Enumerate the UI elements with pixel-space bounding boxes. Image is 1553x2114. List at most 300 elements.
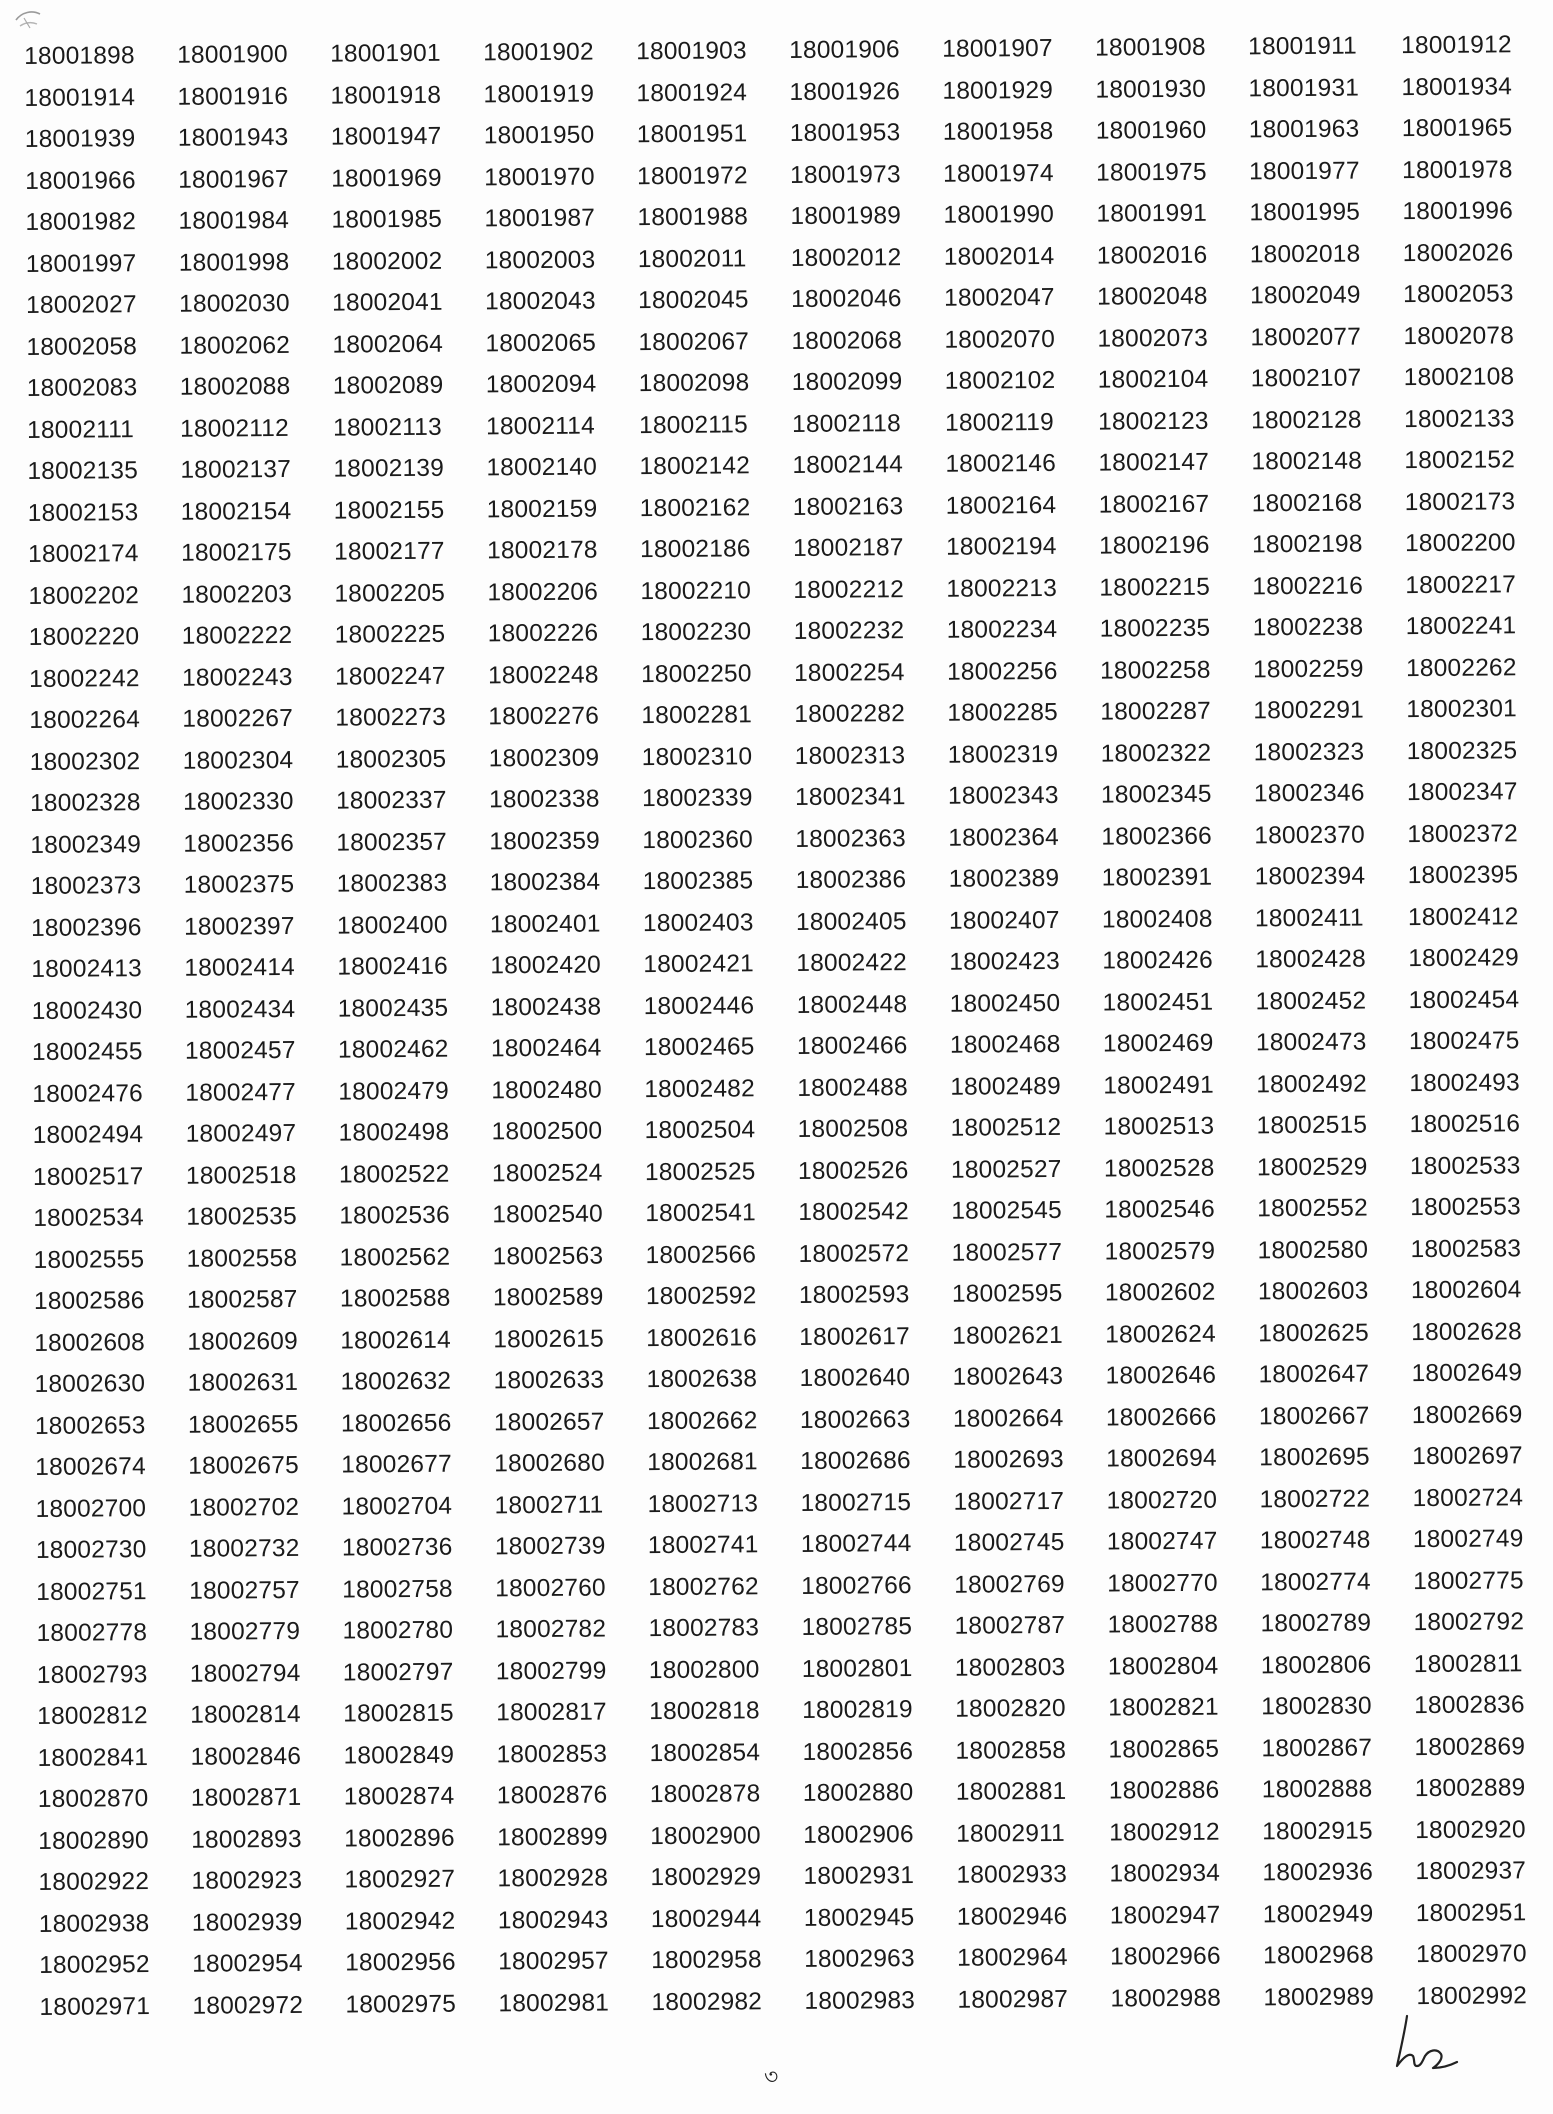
- roll-number-cell: 18002646: [1105, 1361, 1217, 1390]
- roll-number-cell: 18002254: [793, 658, 905, 687]
- roll-number-cell: 18002695: [1259, 1443, 1370, 1472]
- roll-number-cell: 18002435: [337, 994, 449, 1023]
- roll-number-cell: 18002416: [337, 952, 449, 981]
- roll-number-cell: 18002242: [28, 664, 140, 693]
- roll-number-cell: 18002385: [642, 867, 754, 896]
- roll-number-cell: 18001965: [1401, 114, 1513, 143]
- roll-number-cell: 18002113: [332, 413, 442, 442]
- roll-number-cell: 18002788: [1107, 1610, 1219, 1639]
- roll-number-cell: 18002282: [794, 700, 906, 728]
- roll-number-cell: 18001963: [1248, 115, 1360, 144]
- roll-number-cell: 18001973: [790, 160, 901, 189]
- roll-number-cell: 18002508: [797, 1115, 909, 1143]
- roll-number-cell: 18002047: [943, 283, 1055, 312]
- roll-number-cell: 18001953: [789, 119, 901, 147]
- roll-number-cell: 18001977: [1248, 157, 1360, 185]
- roll-number-cell: 18002411: [1254, 904, 1364, 932]
- roll-number-cell: 18002310: [641, 742, 753, 771]
- roll-number-cell: 18002186: [639, 535, 751, 564]
- roll-number-cell: 18002177: [333, 537, 445, 566]
- roll-number-cell: 18002513: [1103, 1112, 1215, 1141]
- roll-number-cell: 18002989: [1263, 1982, 1375, 2011]
- roll-number-cell: 18002220: [28, 623, 140, 651]
- roll-number-cell: 18002964: [957, 1943, 1068, 1972]
- roll-number-cell: 18002929: [650, 1863, 762, 1892]
- roll-number-cell: 18001934: [1401, 72, 1513, 101]
- roll-number-cell: 18002890: [38, 1826, 149, 1855]
- roll-number-cell: 18002744: [800, 1530, 912, 1558]
- roll-number-cell: 18002247: [334, 662, 446, 691]
- roll-number-cell: 18002954: [192, 1949, 303, 1978]
- roll-number-cell: 18002674: [35, 1453, 146, 1481]
- roll-number-cell: 18002769: [954, 1570, 1065, 1599]
- roll-number-cell: 18002657: [493, 1407, 605, 1436]
- roll-number-cell: 18002952: [39, 1951, 150, 1979]
- roll-number-cell: 18002803: [954, 1653, 1066, 1682]
- roll-number-cell: 18002667: [1258, 1401, 1370, 1430]
- roll-number-cell: 18002446: [643, 991, 755, 1020]
- roll-number-cell: 18002046: [790, 285, 902, 313]
- roll-number-cell: 18002386: [795, 866, 907, 894]
- roll-number-cell: 18001929: [942, 76, 1054, 105]
- roll-number-cell: 18002558: [186, 1244, 298, 1273]
- roll-number-cell: 18001960: [1095, 116, 1207, 145]
- roll-number-cell: 18002493: [1409, 1068, 1520, 1097]
- roll-number-cell: 18002647: [1258, 1360, 1370, 1389]
- roll-number-cell: 18001985: [331, 205, 443, 234]
- roll-number-cell: 18002230: [640, 618, 752, 647]
- roll-number-cell: 18002553: [1410, 1193, 1521, 1222]
- roll-number-cell: 18002168: [1251, 489, 1363, 517]
- roll-number-cell: 18001996: [1402, 197, 1514, 226]
- roll-number-cell: 18002225: [334, 620, 446, 649]
- roll-number-cell: 18002655: [187, 1410, 299, 1439]
- roll-number-cell: 18002800: [648, 1655, 760, 1684]
- roll-number-cell: 18002123: [1097, 407, 1209, 436]
- roll-number-cell: 18002073: [1097, 324, 1209, 353]
- roll-number-cell: 18002492: [1256, 1069, 1367, 1098]
- roll-number-cell: 18002775: [1413, 1566, 1524, 1595]
- roll-number-cell: 18002527: [950, 1155, 1062, 1184]
- roll-number-cell: 18002276: [488, 702, 600, 731]
- roll-number-cell: 18002615: [493, 1324, 604, 1353]
- roll-number-cell: 18002628: [1411, 1317, 1522, 1346]
- roll-number-cell: 18002525: [644, 1157, 756, 1186]
- roll-number-cell: 18002428: [1255, 945, 1367, 974]
- roll-number-cell: 18001995: [1249, 198, 1361, 227]
- roll-number-cell: 18002391: [1101, 863, 1213, 892]
- roll-number-cell: 18002804: [1107, 1652, 1219, 1681]
- roll-number-cell: 18002396: [30, 913, 142, 942]
- roll-number-cell: 18002003: [484, 246, 596, 274]
- roll-number-cell: 18002653: [34, 1411, 146, 1440]
- roll-number-cell: 18002187: [792, 534, 904, 562]
- roll-number-cell: 18002016: [1096, 241, 1208, 270]
- roll-number-cell: 18002849: [343, 1741, 455, 1770]
- roll-number-cell: 18002264: [29, 706, 141, 734]
- roll-number-cell: 18002099: [791, 368, 903, 396]
- roll-number-cell: 18001907: [942, 34, 1053, 63]
- roll-number-cell: 18002366: [1101, 822, 1213, 851]
- roll-number-cell: 18002870: [37, 1785, 149, 1813]
- roll-number-cell: 18002616: [646, 1323, 757, 1352]
- roll-number-cell: 18002347: [1406, 778, 1518, 807]
- roll-number-cell: 18002928: [497, 1864, 609, 1893]
- roll-number-cell: 18002421: [643, 950, 755, 979]
- roll-number-cell: 18002067: [638, 327, 750, 356]
- handwritten-signature-icon: [1385, 2010, 1465, 2080]
- roll-number-cell: 18002518: [185, 1161, 297, 1190]
- roll-number-cell: 18001974: [943, 159, 1054, 188]
- roll-number-cell: 18002871: [190, 1783, 302, 1812]
- roll-number-cell: 18002938: [38, 1909, 150, 1938]
- roll-number-cell: 18002232: [793, 617, 905, 645]
- roll-number-cell: 18001982: [25, 208, 137, 236]
- roll-number-cell: 18002062: [179, 331, 291, 360]
- roll-number-cell: 18002217: [1405, 570, 1517, 599]
- roll-number-cell: 18002400: [336, 911, 448, 940]
- roll-number-cell: 18002534: [33, 1204, 144, 1232]
- roll-number-cell: 18002420: [490, 951, 602, 980]
- roll-number-cell: 18002704: [341, 1492, 453, 1521]
- roll-number-cell: 18002787: [954, 1611, 1066, 1640]
- roll-number-cell: 18002792: [1413, 1608, 1525, 1637]
- roll-number-cell: 18002346: [1253, 779, 1365, 808]
- roll-number-cell: 18002912: [1109, 1818, 1220, 1847]
- roll-number-cell: 18002747: [1106, 1527, 1218, 1556]
- roll-number-cell: 18002992: [1416, 1981, 1528, 2010]
- roll-number-cell: 18002304: [182, 746, 294, 775]
- roll-number-cell: 18002152: [1404, 446, 1516, 475]
- roll-number-cell: 18002049: [1249, 281, 1361, 310]
- roll-number-cell: 18002783: [648, 1614, 760, 1643]
- roll-number-cell: 18001975: [1095, 158, 1207, 187]
- roll-number-cell: 18002372: [1407, 819, 1519, 848]
- roll-number-cell: 18002577: [951, 1238, 1063, 1267]
- roll-number-cell: 18002766: [801, 1571, 912, 1600]
- roll-number-cell: 18002981: [498, 1988, 610, 2017]
- roll-number-cell: 18002349: [30, 830, 142, 859]
- roll-number-cell: 18002700: [35, 1494, 147, 1523]
- roll-number-cell: 18002666: [1105, 1403, 1217, 1432]
- roll-number-cell: 18001939: [24, 125, 136, 153]
- roll-number-cell: 18002018: [1249, 240, 1361, 268]
- roll-number-cell: 18002146: [945, 449, 1057, 478]
- roll-number-cell: 18002664: [952, 1404, 1064, 1433]
- roll-number-cell: 18001908: [1095, 33, 1206, 62]
- roll-number-cell: 18002167: [1098, 490, 1210, 519]
- roll-number-cell: 18002846: [190, 1742, 302, 1771]
- roll-number-cell: 18002414: [184, 953, 296, 982]
- roll-number-cell: 18002401: [489, 909, 601, 938]
- roll-number-cell: 18002614: [340, 1326, 451, 1355]
- roll-number-cell: 18002540: [492, 1200, 603, 1229]
- roll-number-cell: 18002364: [948, 823, 1060, 852]
- roll-number-cell: 18002878: [649, 1780, 761, 1809]
- roll-number-cell: 18001943: [177, 123, 289, 152]
- roll-number-cell: 18002963: [804, 1945, 915, 1973]
- roll-number-cell: 18002464: [490, 1034, 602, 1063]
- roll-number-cell: 18002686: [800, 1447, 911, 1475]
- roll-number-cell: 18002070: [944, 325, 1056, 354]
- roll-number-cell: 18002865: [1108, 1735, 1220, 1764]
- roll-number-cell: 18002563: [492, 1241, 604, 1270]
- roll-number-cell: 18002793: [36, 1660, 148, 1689]
- roll-number-cell: 18002041: [332, 288, 443, 317]
- roll-number-cell: 18001967: [178, 165, 289, 194]
- roll-number-cell: 18002397: [183, 912, 295, 941]
- roll-number-cell: 18002422: [796, 949, 908, 977]
- roll-number-cell: 18002115: [638, 410, 748, 439]
- roll-number-cell: 18002114: [485, 412, 595, 440]
- roll-number-cell: 18002140: [486, 453, 598, 482]
- roll-number-cell: 18001958: [942, 117, 1054, 146]
- roll-number-cell: 18002854: [649, 1738, 761, 1767]
- roll-number-cell: 18001950: [483, 121, 595, 150]
- roll-number-cell: 18002213: [946, 574, 1058, 603]
- roll-number-cell: 18002579: [1104, 1237, 1216, 1266]
- roll-number-grid: [24, 24, 1540, 2028]
- roll-number-cell: 18002498: [338, 1118, 450, 1147]
- roll-number-cell: 18002633: [493, 1366, 605, 1395]
- roll-number-cell: 18002741: [647, 1531, 759, 1560]
- roll-number-cell: 18001916: [177, 82, 289, 111]
- roll-number-cell: 18002739: [494, 1532, 606, 1561]
- roll-number-cell: 18002373: [30, 872, 142, 900]
- roll-number-cell: 18002923: [191, 1866, 303, 1895]
- roll-number-cell: 18002943: [497, 1905, 609, 1934]
- roll-number-cell: 18002640: [799, 1364, 911, 1392]
- roll-number-cell: 18002328: [29, 789, 141, 817]
- roll-number-cell: 18002078: [1403, 321, 1515, 350]
- roll-number-cell: 18002200: [1404, 529, 1516, 558]
- roll-number-cell: 18002956: [345, 1948, 456, 1977]
- roll-number-cell: 18002111: [26, 415, 135, 444]
- roll-number-cell: 18002939: [191, 1908, 303, 1937]
- roll-number-cell: 18002920: [1415, 1815, 1526, 1844]
- roll-number-cell: 18002889: [1414, 1774, 1526, 1803]
- roll-number-cell: 18002987: [957, 1985, 1069, 2014]
- roll-number-cell: 18002468: [949, 1030, 1061, 1059]
- roll-number-cell: 18002250: [640, 659, 752, 688]
- roll-number-cell: 18002162: [639, 493, 751, 522]
- roll-number-cell: 18002384: [489, 868, 601, 897]
- roll-number-cell: 18001926: [789, 77, 901, 106]
- roll-number-cell: 18002785: [801, 1613, 913, 1641]
- roll-number-cell: 18002429: [1408, 944, 1520, 973]
- roll-number-cell: 18002243: [181, 663, 293, 692]
- roll-number-cell: 18002856: [802, 1737, 914, 1766]
- roll-number-cell: 18001990: [943, 200, 1055, 229]
- roll-number-cell: 18002108: [1403, 363, 1515, 392]
- roll-number-cell: 18002309: [488, 744, 600, 772]
- roll-number-cell: 18002144: [792, 451, 904, 479]
- roll-number-cell: 18002730: [35, 1536, 147, 1564]
- roll-number-cell: 18002617: [799, 1322, 910, 1351]
- roll-number-cell: 18002656: [340, 1409, 452, 1438]
- roll-number-cell: 18002593: [798, 1281, 910, 1309]
- roll-number-cell: 18002588: [339, 1284, 451, 1313]
- roll-number-cell: 18002089: [332, 371, 444, 400]
- roll-number-cell: 18002814: [190, 1700, 301, 1729]
- roll-number-cell: 18002906: [803, 1820, 914, 1849]
- roll-number-cell: 18002363: [795, 824, 907, 853]
- roll-number-cell: 18002757: [189, 1576, 300, 1605]
- roll-number-cell: 18002147: [1098, 448, 1210, 477]
- roll-number-cell: 18002972: [192, 1991, 304, 2020]
- roll-number-cell: 18002107: [1250, 364, 1362, 393]
- roll-number-cell: 18002258: [1099, 656, 1211, 685]
- roll-number-cell: 18002789: [1260, 1609, 1372, 1638]
- roll-number-cell: 18002515: [1256, 1111, 1368, 1140]
- roll-number-cell: 18002983: [804, 1986, 916, 2015]
- roll-number-cell: 18002198: [1251, 530, 1363, 559]
- roll-number-cell: 18002522: [338, 1160, 450, 1189]
- roll-number-cell: 18002155: [333, 496, 445, 525]
- roll-number-cell: 18002971: [39, 1992, 151, 2021]
- roll-number-cell: 18001978: [1401, 155, 1513, 184]
- roll-number-cell: 18002234: [946, 615, 1058, 644]
- roll-number-cell: 18001924: [636, 78, 748, 107]
- roll-number-cell: 18002736: [341, 1533, 453, 1562]
- roll-number-cell: 18002546: [1104, 1195, 1215, 1224]
- roll-number-cell: 18002202: [28, 581, 140, 610]
- roll-number-cell: 18002339: [641, 784, 753, 813]
- roll-number-cell: 18002313: [794, 741, 906, 770]
- roll-number-cell: 18002586: [33, 1287, 145, 1315]
- roll-number-cell: 18002799: [495, 1656, 607, 1685]
- roll-number-cell: 18002119: [944, 408, 1054, 437]
- roll-number-cell: 18002064: [332, 330, 444, 359]
- roll-number-cell: 18002751: [36, 1577, 147, 1606]
- roll-number-cell: 18002958: [651, 1946, 762, 1975]
- roll-number-cell: 18002139: [333, 454, 445, 483]
- roll-number-cell: 18002806: [1260, 1650, 1372, 1679]
- roll-number-cell: 18002982: [651, 1987, 763, 2016]
- roll-number-cell: 18002395: [1407, 861, 1519, 890]
- roll-number-cell: 18002262: [1405, 653, 1517, 682]
- roll-number-cell: 18002450: [949, 989, 1061, 1018]
- roll-number-cell: 18002535: [186, 1202, 297, 1231]
- roll-number-cell: 18002480: [491, 1075, 603, 1104]
- roll-number-cell: 18001914: [24, 83, 136, 112]
- roll-number-cell: 18002454: [1408, 985, 1520, 1014]
- roll-number-cell: 18002413: [31, 955, 143, 983]
- roll-number-cell: 18002625: [1258, 1318, 1369, 1347]
- roll-number-cell: 18002065: [485, 329, 597, 357]
- roll-number-cell: 18002874: [343, 1782, 455, 1811]
- roll-number-cell: 18002164: [945, 491, 1057, 520]
- staple-mark-icon: [10, 4, 46, 40]
- roll-number-cell: 18002068: [791, 326, 903, 355]
- roll-number-cell: 18002259: [1252, 654, 1364, 683]
- roll-number-cell: 18002491: [1103, 1071, 1214, 1100]
- roll-number-cell: 18002142: [639, 452, 751, 481]
- roll-number-cell: 18002867: [1261, 1733, 1373, 1762]
- roll-number-cell: 18002944: [650, 1904, 762, 1933]
- roll-number-cell: 18001966: [25, 166, 136, 195]
- roll-number-cell: 18002319: [947, 740, 1059, 769]
- roll-number-cell: 18002536: [339, 1201, 450, 1230]
- roll-number-cell: 18002360: [642, 825, 754, 854]
- roll-number-cell: 18001902: [483, 38, 594, 67]
- roll-number-cell: 18002957: [498, 1947, 609, 1976]
- roll-number-cell: 18002821: [1108, 1693, 1219, 1722]
- roll-number-cell: 18002748: [1259, 1526, 1371, 1555]
- roll-number-cell: 18002631: [187, 1368, 299, 1397]
- roll-number-cell: 18002630: [34, 1370, 146, 1398]
- roll-number-cell: 18002893: [191, 1825, 302, 1854]
- roll-number-cell: 18002713: [647, 1489, 759, 1518]
- roll-number-cell: 18001988: [637, 203, 749, 232]
- roll-number-cell: 18002675: [188, 1451, 299, 1480]
- roll-number-cell: 18002412: [1407, 902, 1519, 931]
- roll-number-cell: 18002375: [183, 870, 295, 899]
- roll-number-cell: 18002888: [1261, 1775, 1373, 1804]
- roll-number-cell: 18002896: [344, 1824, 455, 1853]
- roll-number-cell: 18002812: [37, 1702, 148, 1730]
- roll-number-cell: 18002426: [1102, 946, 1214, 975]
- roll-number-cell: 18002830: [1261, 1692, 1372, 1721]
- roll-number-cell: 18002058: [26, 332, 138, 361]
- roll-number-cell: 18002212: [793, 575, 905, 604]
- roll-number-cell: 18002693: [953, 1445, 1064, 1474]
- roll-number-cell: 18001951: [636, 120, 748, 149]
- roll-number-cell: 18002526: [797, 1156, 909, 1185]
- roll-number-cell: 18002722: [1259, 1484, 1371, 1513]
- roll-number-cell: 18001930: [1095, 75, 1207, 104]
- roll-number-cell: 18002934: [1109, 1859, 1221, 1888]
- roll-number-cell: 18002820: [955, 1694, 1066, 1723]
- roll-number-cell: 18002524: [491, 1158, 603, 1187]
- roll-number-cell: 18002900: [650, 1821, 761, 1850]
- roll-number-cell: 18002797: [342, 1658, 454, 1687]
- roll-number-cell: 18002135: [27, 457, 139, 485]
- roll-number-cell: 18002732: [188, 1534, 300, 1563]
- roll-number-cell: 18002370: [1254, 820, 1366, 849]
- roll-number-cell: 18002947: [1109, 1901, 1221, 1930]
- roll-number-cell: 18002206: [487, 578, 599, 606]
- roll-number-cell: 18002473: [1255, 1028, 1367, 1057]
- roll-number-cell: 18002053: [1402, 280, 1514, 309]
- roll-number-cell: 18002194: [945, 532, 1057, 561]
- roll-number-cell: 18002128: [1250, 406, 1362, 434]
- roll-number-cell: 18001918: [330, 81, 442, 110]
- roll-number-cell: 18002405: [795, 907, 907, 936]
- roll-number-cell: 18002881: [955, 1777, 1067, 1806]
- roll-number-cell: 18002356: [183, 829, 295, 858]
- roll-number-cell: 18002088: [179, 372, 291, 401]
- roll-number-cell: 18002203: [181, 580, 293, 609]
- roll-number-cell: 18002975: [345, 1990, 457, 2019]
- roll-number-cell: 18001998: [178, 248, 290, 277]
- roll-number-cell: 18002175: [180, 538, 292, 567]
- roll-number-cell: 18002174: [27, 540, 139, 568]
- roll-number-cell: 18002322: [1100, 739, 1212, 768]
- roll-number-cell: 18002489: [950, 1072, 1061, 1101]
- roll-number-cell: 18002762: [648, 1572, 759, 1601]
- roll-number-cell: 18002836: [1414, 1691, 1525, 1720]
- roll-number-cell: 18002942: [344, 1907, 456, 1936]
- roll-number-cell: 18002516: [1409, 1110, 1521, 1139]
- roll-number-cell: 18002281: [641, 701, 753, 730]
- roll-number-cell: 18001984: [178, 206, 290, 235]
- roll-number-cell: 18002782: [495, 1615, 607, 1644]
- roll-number-cell: 18002323: [1253, 737, 1365, 766]
- roll-number-cell: 18002452: [1255, 986, 1367, 1015]
- roll-number-cell: 18002778: [36, 1619, 148, 1647]
- roll-number-cell: 18002869: [1414, 1732, 1526, 1761]
